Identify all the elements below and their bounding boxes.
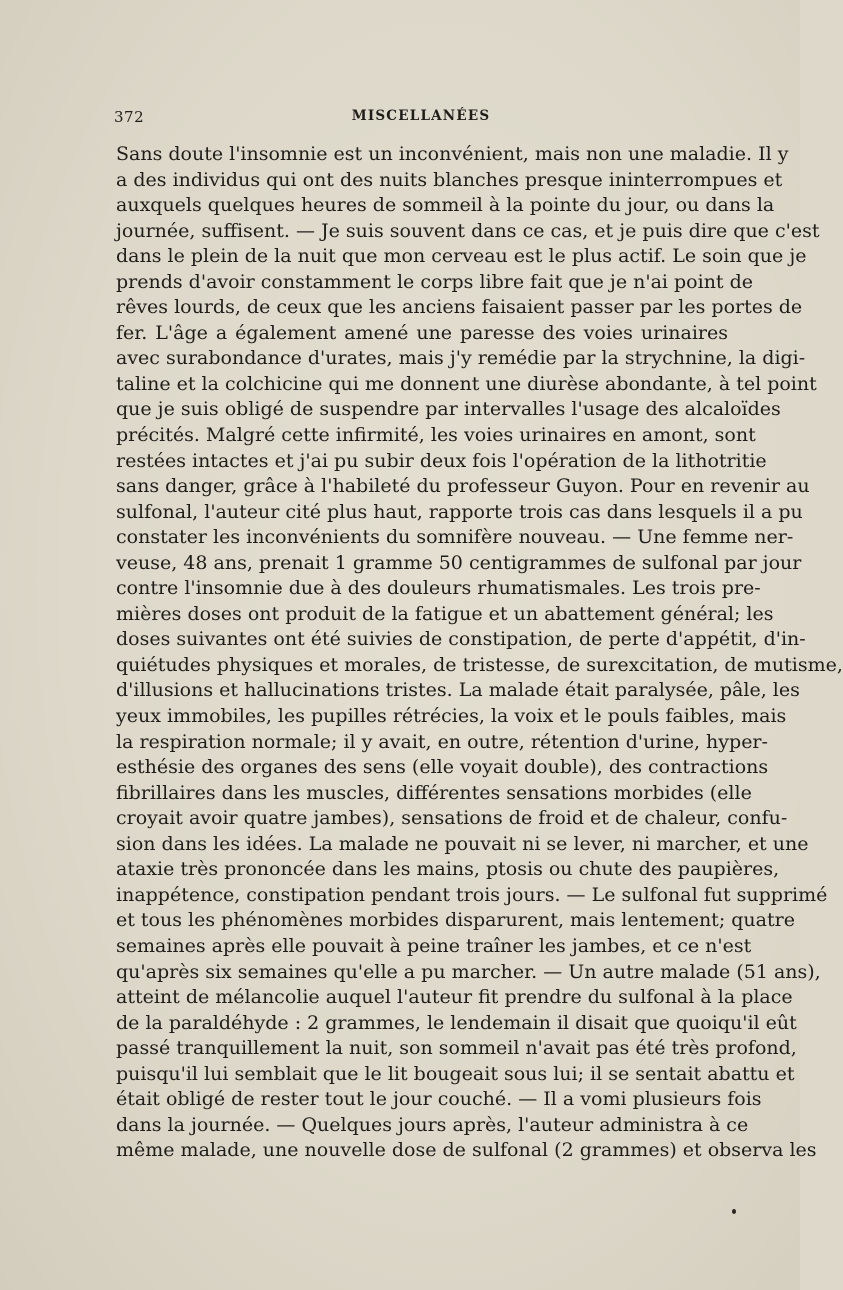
text-line: dans la journée. — Quelques jours après, l'auteur administra à ce	[116, 1113, 749, 1136]
text-line: sans danger, grâce à l'habileté du professeur Guyon. Pour en revenir au	[116, 475, 810, 498]
text-line: qu'après six semaines qu'elle a pu marcher. — Un autre malade (51 ans),	[116, 960, 821, 983]
text-line: même malade, une nouvelle dose de sulfonal (2 grammes) et observa les	[116, 1139, 817, 1162]
text-line: veuse, 48 ans, prenait 1 gramme 50 centigrammes de sulfonal par jour	[116, 551, 802, 574]
text-line: auxquels quelques heures de sommeil à la pointe du jour, ou dans la	[116, 194, 775, 217]
text-line: mières doses ont produit de la fatigue et un abattement général; les	[116, 602, 774, 625]
text-line: Sans doute l'insomnie est un inconvénient, mais non une maladie. Il y	[116, 143, 789, 165]
text-line: inappétence, constipation pendant trois jours. — Le sulfonal fut supprimé	[116, 883, 828, 906]
text-line: et tous les phénomènes morbides disparurent, mais lentement; quatre	[116, 909, 795, 932]
text-line: rêves lourds, de ceux que les anciens faisaient passer par les portes de	[116, 296, 803, 319]
text-line: yeux immobiles, les pupilles rétrécies, la voix et le pouls faibles, mais	[116, 705, 787, 728]
text-line: quiétudes physiques et morales, de tristesse, de surexcitation, de mutisme,	[116, 653, 843, 676]
text-line: taline et la colchicine qui me donnent une diurèse abondante, à tel point	[116, 372, 817, 395]
body-text	[116, 142, 843, 1164]
page-number: 372	[114, 108, 145, 126]
text-line: fer. L'âge a également amené une paresse des voies urinaires	[116, 321, 728, 344]
running-title: MISCELLANÉES	[351, 108, 491, 124]
text-line: prends d'avoir constamment le corps libre fait que je n'ai point de	[116, 270, 754, 293]
text-line: passé tranquillement la nuit, son sommeil n'avait pas été très profond,	[116, 1037, 797, 1060]
text-line: a des individus qui ont des nuits blanches presque ininterrompues et	[116, 168, 783, 191]
text-line: contre l'insomnie due à des douleurs rhumatismales. Les trois pre-	[116, 577, 761, 600]
text-line: restées intactes et j'ai pu subir deux fois l'opération de la lithotritie	[116, 449, 767, 472]
text-line: que je suis obligé de suspendre par intervalles l'usage des alcaloïdes	[116, 398, 781, 421]
text-line: semaines après elle pouvait à peine traîner les jambes, et ce n'est	[116, 934, 752, 957]
ink-speck	[732, 1209, 736, 1214]
text-line: fibrillaires dans les muscles, différentes sensations morbides (elle	[116, 781, 752, 804]
text-line: ataxie très prononcée dans les mains, ptosis ou chute des paupières,	[116, 858, 780, 881]
text-line: dans le plein de la nuit que mon cerveau est le plus actif. Le soin que je	[116, 245, 807, 268]
text-line: d'illusions et hallucinations tristes. La malade était paralysée, pâle, les	[116, 679, 800, 702]
page-header	[114, 108, 728, 132]
text-line: avec surabondance d'urates, mais j'y remédie par la strychnine, la digi-	[116, 347, 806, 370]
text-line: de la paraldéhyde : 2 grammes, le lendemain il disait que quoiqu'il eût	[116, 1011, 797, 1034]
text-line: la respiration normale; il y avait, en outre, rétention d'urine, hyper-	[116, 730, 768, 753]
text-line: précités. Malgré cette infirmité, les voies urinaires en amont, sont	[116, 424, 756, 447]
text-line: sion dans les idées. La malade ne pouvait ni se lever, ni marcher, et une	[116, 832, 809, 855]
text-line: était obligé de rester tout le jour couché. — Il a vomi plusieurs fois	[116, 1088, 762, 1111]
text-line: constater les inconvénients du somnifère nouveau. — Une femme ner-	[116, 526, 794, 549]
text-line: esthésie des organes des sens (elle voyait double), des contractions	[116, 756, 769, 779]
text-line: puisqu'il lui semblait que le lit bougeait sous lui; il se sentait abattu et	[116, 1062, 795, 1085]
text-line: journée, suffisent. — Je suis souvent dans ce cas, et je puis dire que c'est	[116, 219, 820, 242]
text-line: croyait avoir quatre jambes), sensations de froid et de chaleur, confu-	[116, 807, 788, 830]
text-line: sulfonal, l'auteur cité plus haut, rapporte trois cas dans lesquels il a pu	[116, 500, 803, 523]
text-line: doses suivantes ont été suivies de constipation, de perte d'appétit, d'in-	[116, 628, 806, 651]
text-line: atteint de mélancolie auquel l'auteur fit prendre du sulfonal à la place	[116, 986, 793, 1009]
